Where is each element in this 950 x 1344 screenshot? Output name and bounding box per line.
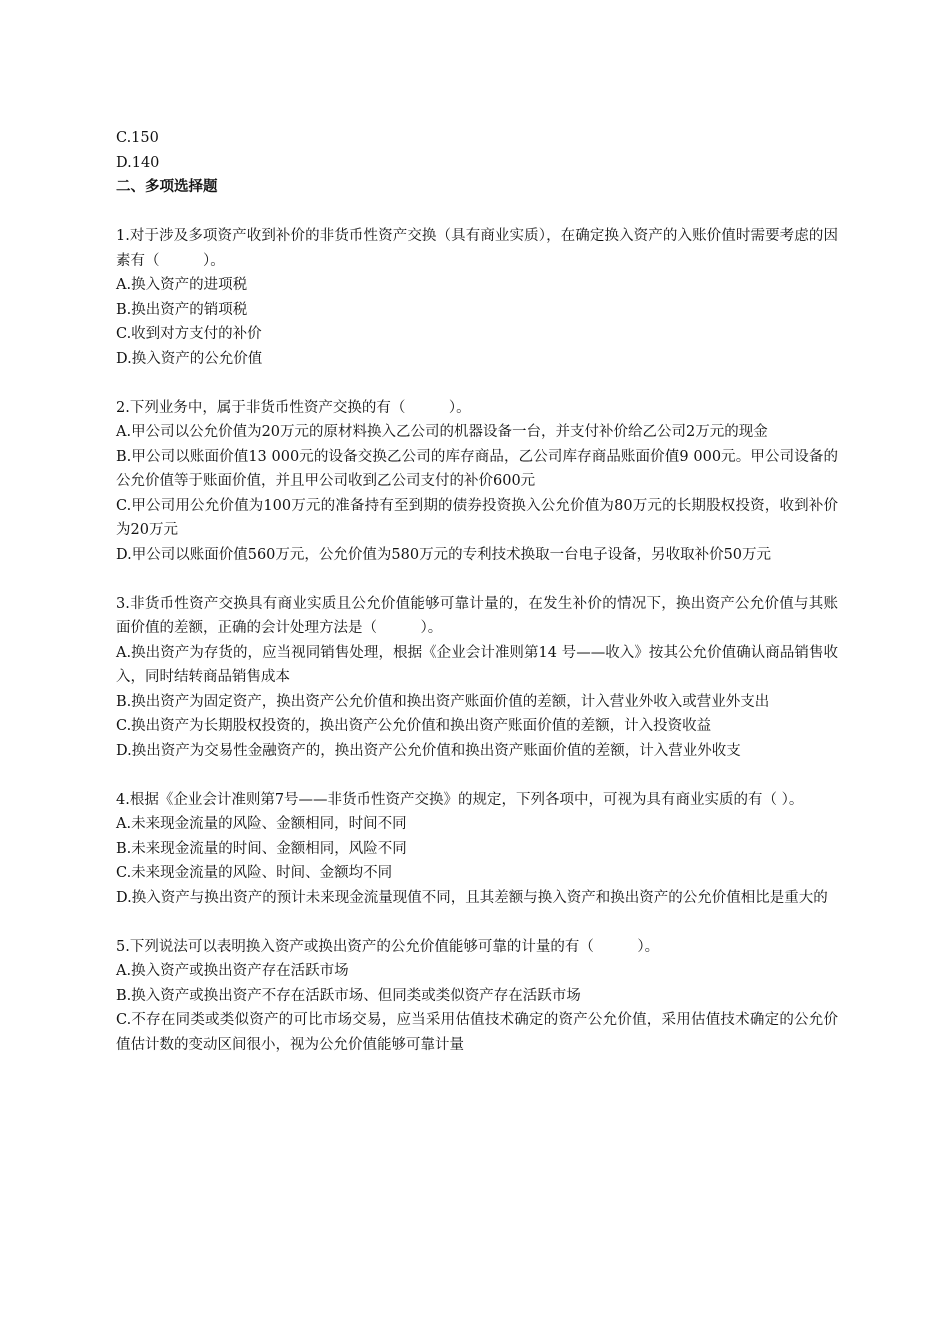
prev-option-d: D.140	[116, 154, 160, 171]
option-a: A.换入资产的进项税	[116, 277, 248, 293]
option-a: A.换入资产或换出资产存在活跃市场	[116, 963, 349, 979]
question-2	[116, 396, 838, 568]
spacer	[116, 200, 838, 225]
option-b: B.换出资产为固定资产，换出资产公允价值和换出资产账面价值的差额，计入营业外收入或营业外支出	[116, 693, 770, 710]
option-d: D.换入资产的公允价值	[116, 350, 263, 367]
option-a: A.换出资产为存货的，应当视同销售处理，根据《企业会计准则第14 号——收入》按其公允价值确认商品销售收入，同时结转商品销售成本	[116, 644, 838, 685]
option-a: A.甲公司以公允价值为20万元的原材料换入乙公司的机器设备一台，并支付补价给乙公司2万元的现金	[116, 424, 768, 440]
spacer	[116, 567, 838, 592]
section-title: 二、多项选择题	[116, 179, 218, 195]
option-b: B.换入资产或换出资产不存在活跃市场、但同类或类似资产存在活跃市场	[116, 987, 581, 1004]
prev-option-c: C.150	[116, 130, 159, 146]
option-d: D.甲公司以账面价值560万元，公允价值为580万元的专利技术换取一台电子设备，另收取补价50万元	[116, 546, 772, 563]
option-c: C.甲公司用公允价值为100万元的准备持有至到期的债券投资换入公允价值为80万元的长期股权投资，收到补价为20万元	[116, 497, 838, 538]
option-c: C.收到对方支付的补价	[116, 326, 262, 342]
question-stem: 2.下列业务中，属于非货币性资产交换的有（ ）。	[116, 399, 471, 416]
option-d: D.换入资产与换出资产的预计未来现金流量现值不同，且其差额与换入资产和换出资产的公允价值相比是重大的	[116, 889, 828, 906]
option-b: B.甲公司以账面价值13 000元的设备交换乙公司的库存商品，乙公司库存商品账面价值9 000元。甲公司设备的公允价值等于账面价值，并且甲公司收到乙公司支付的补价600元	[116, 448, 838, 489]
question-1	[116, 224, 838, 371]
question-stem: 1.对于涉及多项资产收到补价的非货币性资产交换（具有商业实质），在确定换入资产的入账价值时需要考虑的因素有（ ）。	[116, 228, 838, 269]
option-c: C.未来现金流量的风险、时间、金额均不同	[116, 865, 393, 881]
option-b: B.未来现金流量的时间、金额相同，风险不同	[116, 840, 407, 857]
spacer	[116, 763, 838, 788]
question-4	[116, 788, 838, 911]
option-c: C.换出资产为长期股权投资的，换出资产公允价值和换出资产账面价值的差额，计入投资收益	[116, 718, 712, 734]
question-stem: 5.下列说法可以表明换入资产或换出资产的公允价值能够可靠的计量的有（ ）。	[116, 938, 660, 955]
option-c: C.不存在同类或类似资产的可比市场交易，应当采用估值技术确定的资产公允价值，采用估值技术确定的公允价值估计数的变动区间很小，视为公允价值能够可靠计量	[116, 1012, 838, 1053]
option-b: B.换出资产的销项税	[116, 301, 248, 318]
option-d: D.换出资产为交易性金融资产的，换出资产公允价值和换出资产账面价值的差额，计入营业外收支	[116, 742, 741, 759]
document-page	[116, 126, 838, 1057]
spacer	[116, 371, 838, 396]
question-stem: 4.根据《企业会计准则第7号——非货币性资产交换》的规定，下列各项中，可视为具有商业实质的有（ ）。	[116, 791, 804, 808]
question-3	[116, 592, 838, 764]
question-5	[116, 935, 838, 1058]
option-a: A.未来现金流量的风险、金额相同，时间不同	[116, 816, 407, 832]
question-stem: 3.非货币性资产交换具有商业实质且公允价值能够可靠计量的，在发生补价的情况下，换出资产公允价值与其账面价值的差额，正确的会计处理方法是（ ）。	[116, 595, 838, 636]
spacer	[116, 910, 838, 935]
